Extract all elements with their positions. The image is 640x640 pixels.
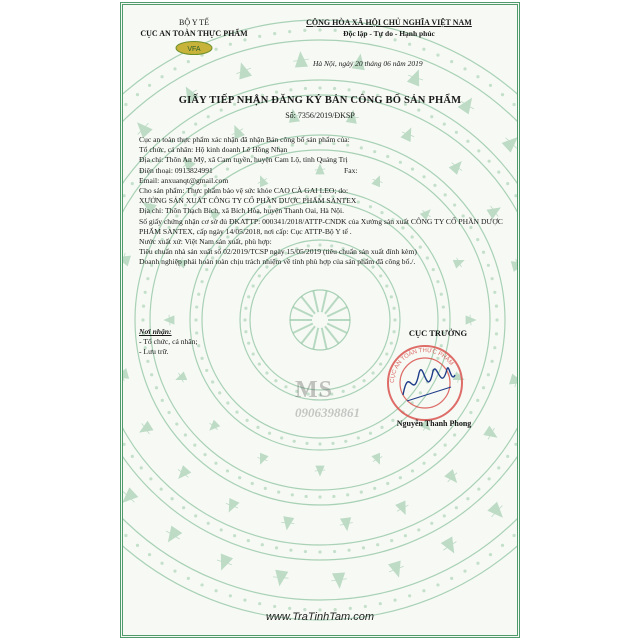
phone-text: Điện thoại: 0913824991: [139, 165, 213, 175]
vfa-logo: [175, 41, 213, 55]
contact-line: [139, 166, 507, 176]
document-body: [139, 135, 507, 268]
organization-line: Tổ chức, cá nhân: Hộ kinh doanh Lê Hồng Nhạn: [139, 145, 288, 155]
issuer-header: [129, 17, 259, 39]
standard-line: Tiêu chuẩn nhà sản xuất số 02/2019/TCSP ngày 15/05/2019 (tiêu chuẩn sản xuất đính kèm): [139, 247, 417, 257]
national-motto: Độc lập - Tự do - Hạnh phúc: [343, 29, 435, 38]
svg-text:VFA: VFA: [187, 46, 201, 53]
recipient-item: - Tổ chức, cá nhân;: [139, 337, 198, 346]
responsibility-line: Doanh nghiệp phải hoàn toàn chịu trách nhiệm về tính phù hợp của sản phẩm đã công bố./.: [139, 257, 416, 267]
nation-name: CỘNG HÒA XÃ HỘI CHỦ NGHĨA VIỆT NAM: [306, 18, 472, 27]
recipients-label: Nơi nhận:: [139, 327, 172, 336]
intro-line: Cục an toàn thực phẩm xác nhận đã nhận Bản công bố sản phẩm của:: [139, 135, 350, 144]
certificate-line: Số giấy chứng nhận cơ sở đủ ĐKATTP: 000341/2018/ATTP-CNDK của Xưởng sản xuất CÔNG TY CỔ PHẦN DƯỢC PHẨM SANTEX, cấp ngày 14/05/2018, nơi cấp: Cục ATTP-Bộ Y tế .: [139, 216, 503, 236]
manufacturer-address-line: Địa chỉ: Thôn Thạch Bích, xã Bích Hòa, huyện Thanh Oai, Hà Nội.: [139, 206, 344, 216]
watermark-phone: 0906398861: [295, 405, 360, 420]
nation-header: [269, 17, 509, 39]
ministry-name: BỘ Y TẾ: [179, 18, 209, 27]
issue-date: Hà Nội, ngày 20 tháng 06 năm 2019: [313, 59, 423, 68]
address-line: Địa chỉ: Thôn An Mỹ, xã Cam tuyền, huyện Cam Lộ, tỉnh Quảng Trị: [139, 155, 348, 165]
signer-title: CỤC TRƯỞNG: [408, 328, 468, 338]
manufacturer-line: XƯỞNG SẢN XUẤT CÔNG TY CỔ PHẦN DƯỢC PHẨM SANTEX: [139, 196, 357, 206]
recipients-block: [139, 327, 289, 357]
document-number: Số: 7356/2019/ĐKSP: [285, 111, 355, 120]
fax-text: Fax:: [344, 165, 358, 175]
svg-text:CỤC AN TOÀN THỰC PHẨM: CỤC AN TOÀN THỰC PHẨM: [389, 347, 454, 384]
email-line: Email: anxuanqt@gmail.com: [139, 175, 229, 185]
footer-url: www.TraTinhTam.com: [265, 611, 375, 623]
recipient-item: - Lưu trữ.: [139, 347, 169, 356]
origin-line: Nước xuất xứ: Việt Nam sản xuất, phù hợp:: [139, 237, 272, 247]
certificate-document: [120, 2, 520, 638]
watermark: [295, 377, 405, 423]
agency-name: CỤC AN TOÀN THỰC PHẨM: [140, 29, 248, 38]
document-title: GIẤY TIẾP NHẬN ĐĂNG KÝ BẢN CÔNG BỐ SẢN PHẨM: [178, 95, 462, 106]
product-line: Cho sản phẩm: Thực phẩm bảo vệ sức khỏe CAO CÀ GAI LEO; do:: [139, 186, 349, 196]
signer-name: Nguyễn Thanh Phong: [396, 419, 472, 428]
watermark-brand: MS: [295, 377, 333, 403]
